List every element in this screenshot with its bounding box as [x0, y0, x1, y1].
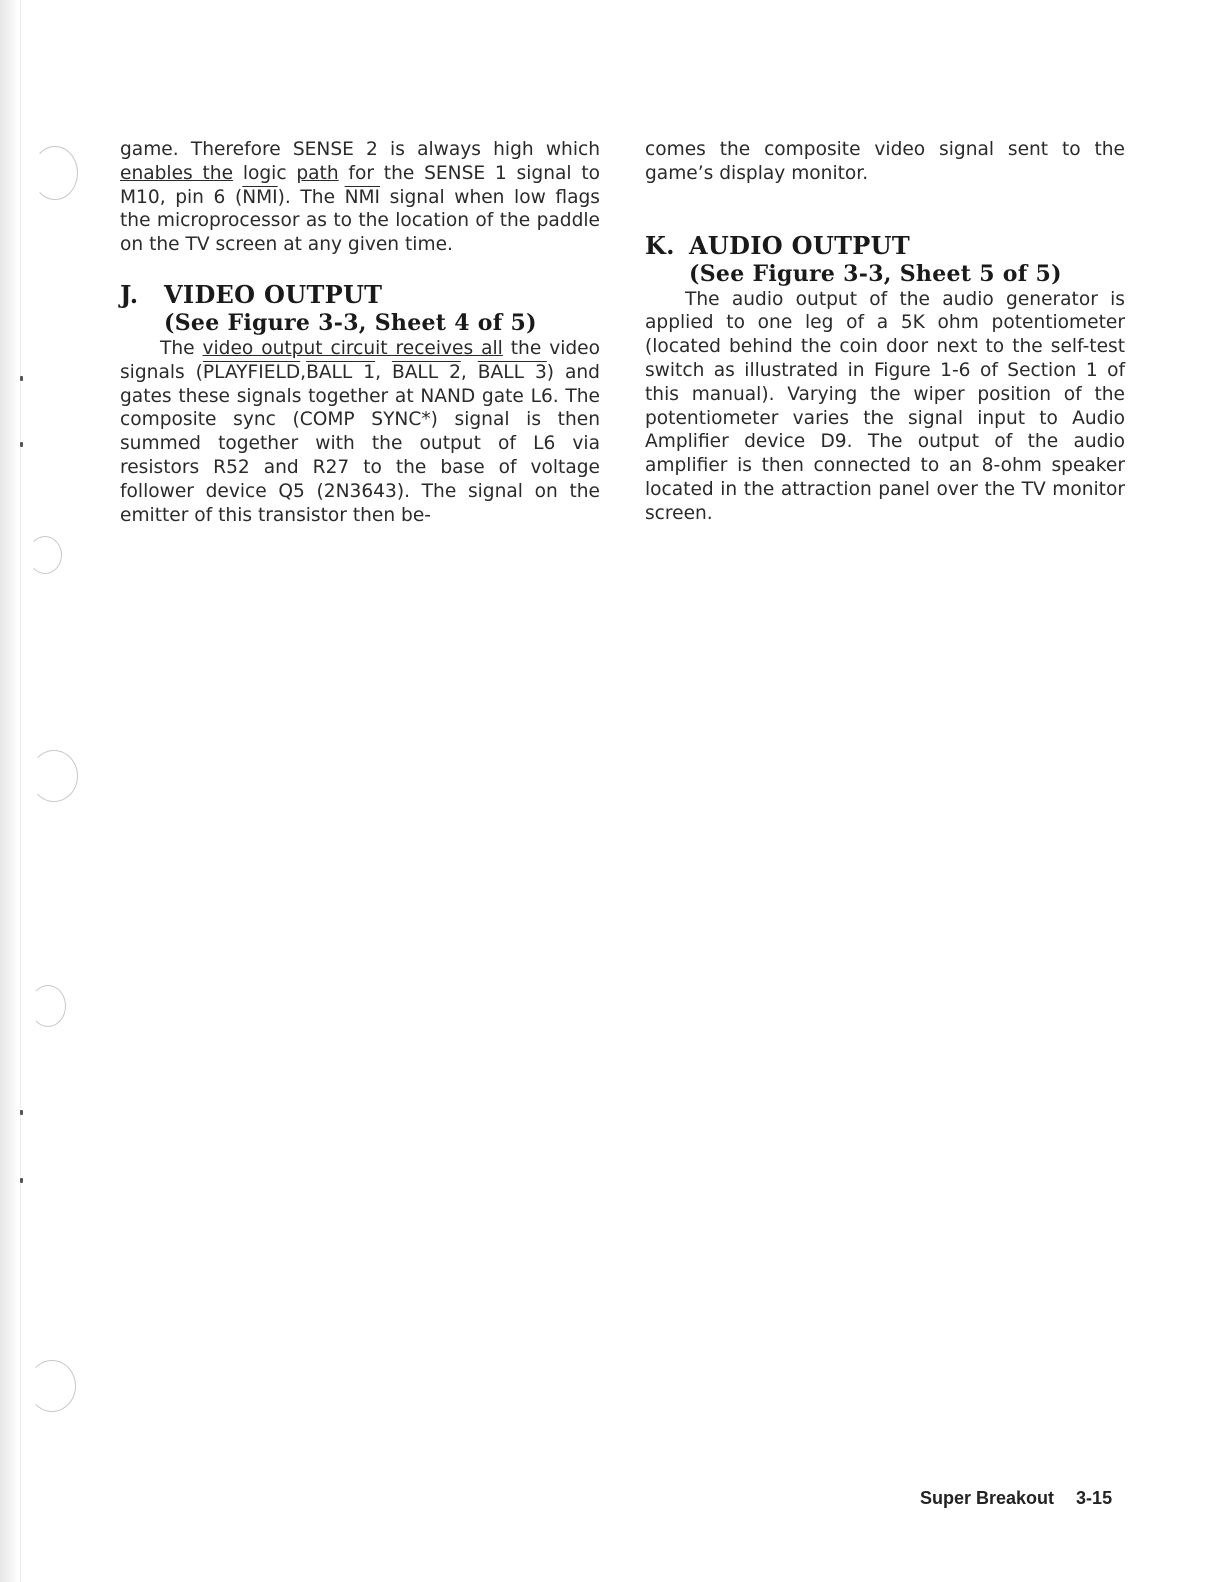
overlined-signal-ball-2: BALL 2	[391, 361, 461, 383]
scan-speck	[20, 376, 23, 381]
section-j-title: VIDEO OUTPUT	[164, 279, 383, 309]
scan-speck	[20, 442, 23, 447]
section-j-heading	[120, 281, 600, 309]
punch-hole-3	[30, 750, 78, 802]
punch-hole-4	[30, 985, 66, 1027]
text-run: ,	[375, 361, 392, 383]
underlined-text: path	[296, 162, 339, 184]
section-j-subtitle: (See Figure 3-3, Sheet 4 of 5)	[164, 309, 537, 336]
text-run: signal when low flags the microprocessor as to the location of the paddle on the TV screen at any given time.	[120, 186, 600, 256]
punch-hole-5	[28, 1360, 76, 1412]
right-continuation-paragraph: comes the composite video signal sent to the game’s display monitor.	[645, 139, 1125, 184]
punch-hole-1	[32, 146, 78, 200]
overlined-signal-nmi: $\overline{NMI}$	[242, 186, 278, 208]
section-k-heading	[645, 232, 1125, 260]
text-run: for the SENSE 1 signal to M10, pin 6 (	[120, 162, 600, 208]
text-run: game. Therefore SENSE 2 is always high which	[120, 139, 600, 160]
left-continuation-paragraph	[120, 138, 600, 257]
right-column	[645, 138, 1125, 526]
page-footer	[920, 1488, 1112, 1509]
overlined-signal-nmi: $\overline{NMI}$	[344, 186, 381, 208]
page-binding-edge	[0, 0, 18, 1582]
footer-title: Super Breakout	[920, 1488, 1055, 1508]
text-run: logic	[233, 162, 297, 184]
overlined-signal-playfield: PLAYFIELD	[202, 361, 301, 383]
text-run: ) and gates these signals together at NAND gate L6. The composite sync (COMP SYNC*) signal is then summed together with the output of L6 via resistors R52 and R27 to the base of voltage follower device Q5 (2N3643). The signal on the emitter of this transistor then be-	[120, 361, 600, 526]
section-j-letter: J.	[120, 279, 139, 309]
overlined-signal-ball-3: BALL 3	[477, 361, 547, 383]
section-k-subtitle: (See Figure 3-3, Sheet 5 of 5)	[689, 260, 1062, 287]
text-run: ). The	[277, 186, 345, 208]
scan-speck	[20, 1178, 23, 1183]
page-number: 3-15	[1076, 1488, 1113, 1508]
section-j-body	[120, 337, 600, 527]
scan-speck	[20, 1110, 23, 1115]
underlined-text: video output circuit receives all	[202, 337, 503, 359]
text-run: The	[160, 337, 203, 359]
text-run: the video signals (	[120, 337, 600, 383]
text-run: ,	[300, 361, 307, 383]
underlined-text: enables the	[120, 162, 234, 184]
left-column	[120, 138, 600, 527]
text-run: ,	[460, 361, 478, 383]
section-k-letter: K.	[645, 230, 675, 260]
punch-hole-2	[28, 536, 62, 574]
overlined-signal-ball-1: BALL 1	[306, 361, 376, 383]
section-k-title: AUDIO OUTPUT	[689, 230, 910, 260]
section-k-body: The audio output of the audio generator is applied to one leg of a 5K ohm potentiometer (located behind the coin door next to the self-test switch as illustrated in Figure 1-6 of Section 1 of this manual). Varying the wiper position of the potentiometer varies the signal input to Audio Amplifier device D9. The output of the audio amplifier is then connected to an 8-ohm speaker located in the attraction panel over the TV monitor screen.	[645, 288, 1125, 524]
page-edge-line	[20, 0, 21, 1582]
